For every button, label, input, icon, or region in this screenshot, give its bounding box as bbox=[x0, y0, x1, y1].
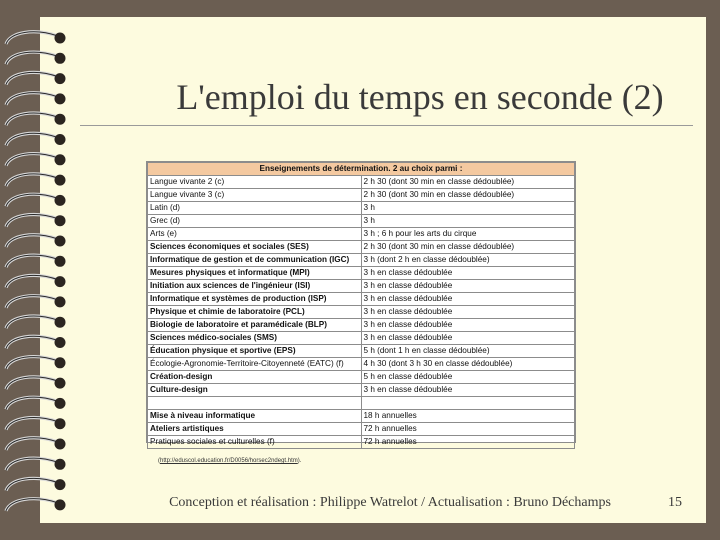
table-row bbox=[148, 410, 575, 423]
footer-credits: Conception et réalisation : Philippe Watrelot / Actualisation : Bruno Déchamps bbox=[169, 495, 611, 510]
subject-cell: Langue vivante 3 (c) bbox=[148, 189, 362, 202]
spiral-ring-icon bbox=[6, 93, 66, 105]
timetable-grid bbox=[147, 162, 575, 449]
timetable bbox=[146, 161, 576, 446]
table-row bbox=[148, 293, 575, 306]
hours-cell: 5 h (dont 1 h en classe dédoublée) bbox=[361, 345, 575, 358]
subject-cell: Biologie de laboratoire et paramédicale (BLP) bbox=[148, 319, 362, 332]
subject-cell: Pratiques sociales et culturelles (f) bbox=[148, 436, 362, 449]
spiral-ring-icon bbox=[6, 418, 66, 430]
spiral-ring-icon bbox=[6, 357, 66, 369]
subject-cell: Mise à niveau informatique bbox=[148, 410, 362, 423]
hours-cell: 3 h ; 6 h pour les arts du cirque bbox=[361, 228, 575, 241]
subject-cell: Éducation physique et sportive (EPS) bbox=[148, 345, 362, 358]
table-row bbox=[148, 319, 575, 332]
table-row bbox=[148, 202, 575, 215]
spiral-ring-icon bbox=[6, 377, 66, 389]
hours-cell: 3 h en classe dédoublée bbox=[361, 280, 575, 293]
title-divider bbox=[80, 125, 693, 126]
subject-cell: Sciences économiques et sociales (SES) bbox=[148, 241, 362, 254]
hours-cell: 72 h annuelles bbox=[361, 423, 575, 436]
spiral-binding-icon bbox=[0, 0, 80, 540]
spiral-ring-icon bbox=[6, 478, 66, 490]
spiral-ring-icon bbox=[6, 52, 66, 64]
source-link[interactable]: http://eduscol.education.fr/D0056/horsec2ndegt.htm bbox=[160, 458, 298, 464]
table-row bbox=[148, 254, 575, 267]
spiral-ring-icon bbox=[6, 194, 66, 206]
source-prefix: ( bbox=[158, 458, 160, 464]
table-row bbox=[148, 306, 575, 319]
table-row bbox=[148, 358, 575, 371]
source-note bbox=[158, 458, 301, 464]
table-row bbox=[148, 189, 575, 202]
hours-cell: 5 h en classe dédoublée bbox=[361, 371, 575, 384]
hours-cell: 2 h 30 (dont 30 min en classe dédoublée) bbox=[361, 241, 575, 254]
slide-title: L'emploi du temps en seconde (2) bbox=[176, 77, 664, 117]
table-row bbox=[148, 176, 575, 189]
subject-cell: Physique et chimie de laboratoire (PCL) bbox=[148, 306, 362, 319]
spiral-ring-icon bbox=[6, 275, 66, 287]
table-row bbox=[148, 215, 575, 228]
table-row bbox=[148, 332, 575, 345]
spiral-ring-icon bbox=[6, 215, 66, 227]
source-suffix: ). bbox=[297, 458, 302, 464]
table-row bbox=[148, 423, 575, 436]
hours-cell: 4 h 30 (dont 3 h 30 en classe dédoublée) bbox=[361, 358, 575, 371]
spiral-ring-icon bbox=[6, 72, 66, 84]
table-row bbox=[148, 241, 575, 254]
spiral-ring-icon bbox=[6, 296, 66, 308]
table-row bbox=[148, 345, 575, 358]
hours-cell: 3 h en classe dédoublée bbox=[361, 293, 575, 306]
spiral-ring-icon bbox=[6, 255, 66, 267]
subject-cell: Culture-design bbox=[148, 384, 362, 397]
table-row bbox=[148, 384, 575, 397]
spiral-ring-icon bbox=[6, 438, 66, 450]
spiral-ring-icon bbox=[6, 32, 66, 44]
slide bbox=[40, 17, 706, 523]
hours-cell: 3 h (dont 2 h en classe dédoublée) bbox=[361, 254, 575, 267]
subject-cell: Ateliers artistiques bbox=[148, 423, 362, 436]
table-header: Enseignements de détermination. 2 au choix parmi : bbox=[148, 163, 575, 176]
hours-cell: 3 h bbox=[361, 215, 575, 228]
spiral-ring-icon bbox=[6, 316, 66, 328]
subject-cell: Langue vivante 2 (c) bbox=[148, 176, 362, 189]
spiral-ring-icon bbox=[6, 174, 66, 186]
subject-cell: Écologie-Agronomie-Territoire-Citoyenneté (EATC) (f) bbox=[148, 358, 362, 371]
table-row bbox=[148, 228, 575, 241]
hours-cell: 3 h en classe dédoublée bbox=[361, 267, 575, 280]
hours-cell: 3 h bbox=[361, 202, 575, 215]
spiral-ring-icon bbox=[6, 113, 66, 125]
table-row bbox=[148, 280, 575, 293]
subject-cell: Mesures physiques et informatique (MPI) bbox=[148, 267, 362, 280]
spiral-ring-icon bbox=[6, 458, 66, 470]
subject-cell: Latin (d) bbox=[148, 202, 362, 215]
hours-cell: 3 h en classe dédoublée bbox=[361, 332, 575, 345]
table-spacer-row bbox=[148, 397, 575, 410]
hours-cell: 72 h annuelles bbox=[361, 436, 575, 449]
table-row bbox=[148, 436, 575, 449]
table-row bbox=[148, 267, 575, 280]
hours-cell: 18 h annuelles bbox=[361, 410, 575, 423]
subject-cell: Informatique et systèmes de production (ISP) bbox=[148, 293, 362, 306]
table-row bbox=[148, 371, 575, 384]
hours-cell: 2 h 30 (dont 30 min en classe dédoublée) bbox=[361, 176, 575, 189]
hours-cell: 2 h 30 (dont 30 min en classe dédoublée) bbox=[361, 189, 575, 202]
spiral-ring-icon bbox=[6, 133, 66, 145]
hours-cell: 3 h en classe dédoublée bbox=[361, 384, 575, 397]
subject-cell: Création-design bbox=[148, 371, 362, 384]
spiral-ring-icon bbox=[6, 499, 66, 511]
subject-cell: Grec (d) bbox=[148, 215, 362, 228]
page-number: 15 bbox=[668, 495, 682, 510]
hours-cell: 3 h en classe dédoublée bbox=[361, 306, 575, 319]
subject-cell: Arts (e) bbox=[148, 228, 362, 241]
subject-cell: Initiation aux sciences de l'ingénieur (ISI) bbox=[148, 280, 362, 293]
subject-cell: Informatique de gestion et de communication (IGC) bbox=[148, 254, 362, 267]
spiral-ring-icon bbox=[6, 235, 66, 247]
spiral-ring-icon bbox=[6, 154, 66, 166]
hours-cell: 3 h en classe dédoublée bbox=[361, 319, 575, 332]
subject-cell: Sciences médico-sociales (SMS) bbox=[148, 332, 362, 345]
spiral-ring-icon bbox=[6, 397, 66, 409]
spiral-ring-icon bbox=[6, 336, 66, 348]
